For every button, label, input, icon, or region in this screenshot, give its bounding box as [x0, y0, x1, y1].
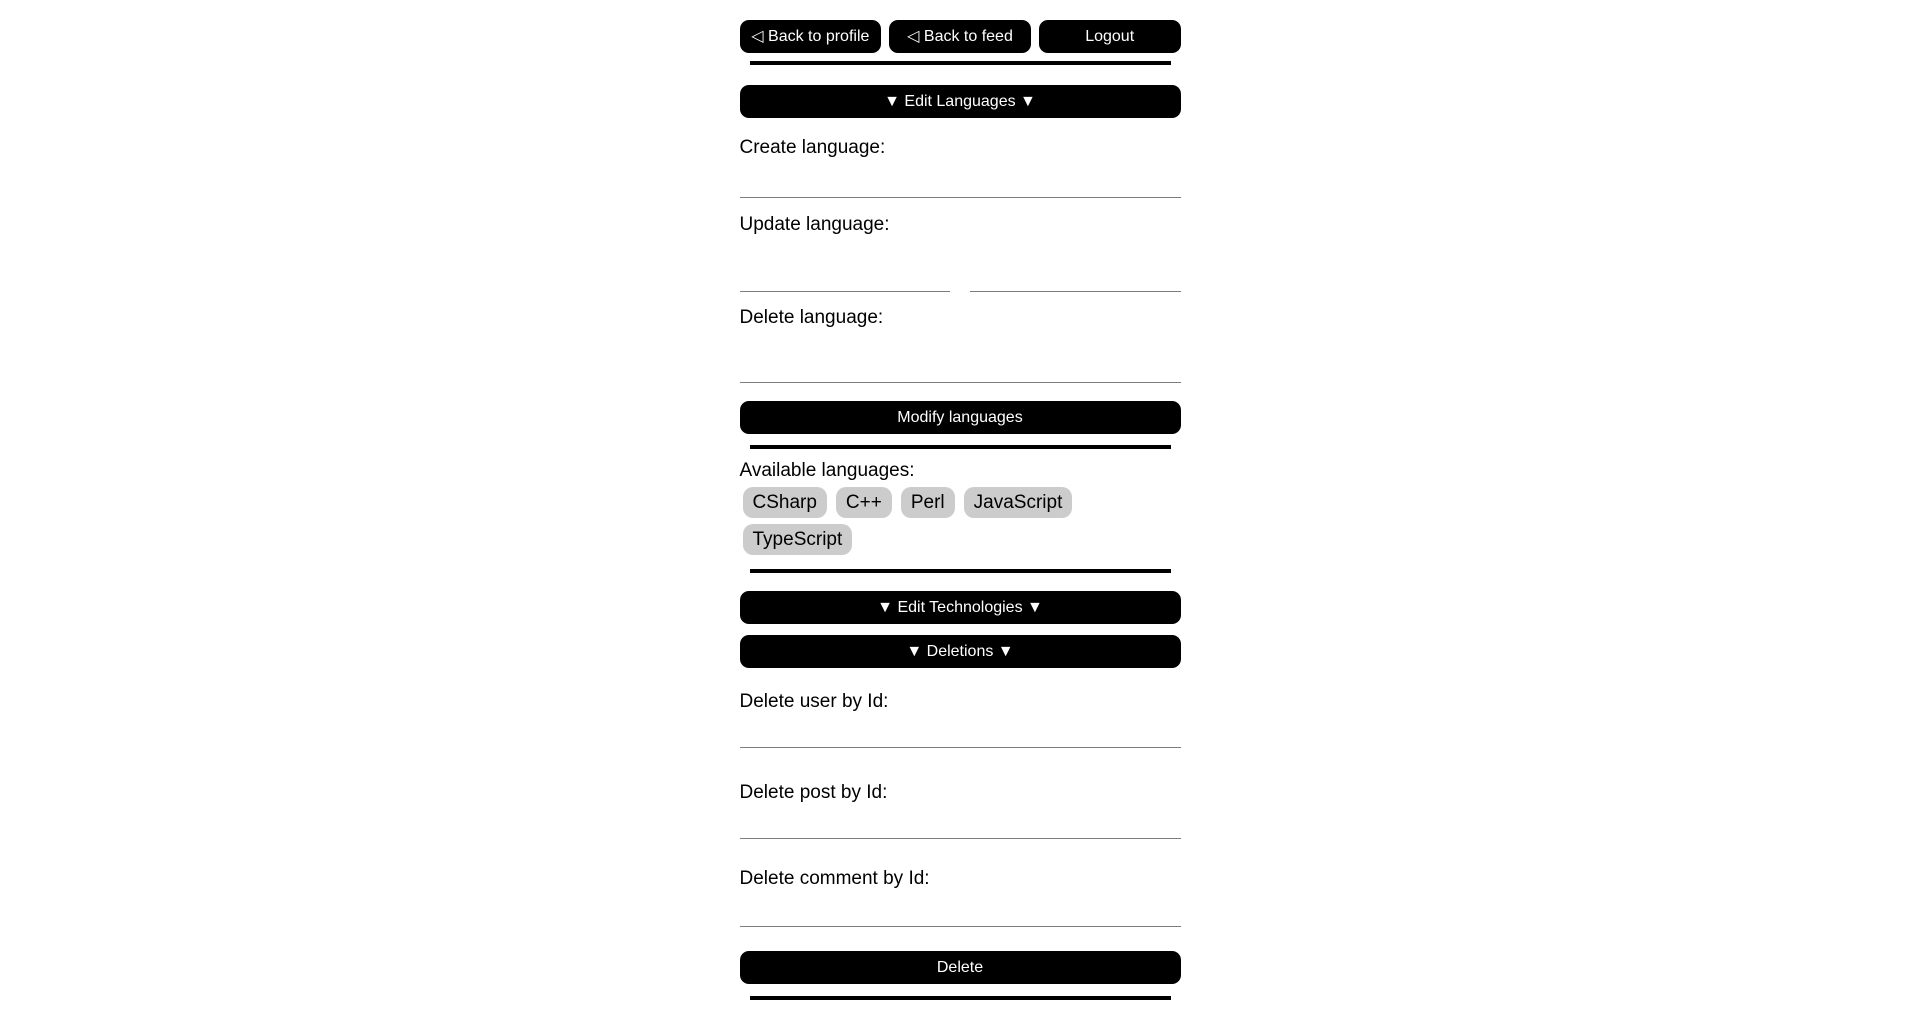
language-pill-javascript[interactable]: JavaScript — [964, 487, 1073, 518]
delete-language-input[interactable] — [740, 342, 1181, 383]
divider — [750, 569, 1171, 573]
update-language-old-input[interactable] — [740, 251, 951, 292]
delete-user-by-id-input[interactable] — [740, 713, 1181, 748]
back-to-feed-button[interactable]: ◁ Back to feed — [889, 20, 1031, 53]
delete-post-by-id-input[interactable] — [740, 804, 1181, 839]
modify-languages-button[interactable]: Modify languages — [740, 401, 1181, 434]
edit-languages-toggle[interactable]: ▼ Edit Languages ▼ — [740, 85, 1181, 118]
logout-button[interactable]: Logout — [1039, 20, 1181, 53]
delete-comment-by-id-label: Delete comment by Id: — [739, 868, 930, 889]
language-pill-cpp[interactable]: C++ — [836, 487, 892, 518]
divider — [750, 445, 1171, 449]
language-pill-typescript[interactable]: TypeScript — [743, 524, 853, 555]
create-language-input[interactable] — [740, 159, 1181, 198]
deletions-toggle[interactable]: ▼ Deletions ▼ — [740, 635, 1181, 668]
back-to-profile-button[interactable]: ◁ Back to profile — [740, 20, 882, 53]
create-language-label: Create language: — [739, 137, 886, 158]
delete-user-by-id-label: Delete user by Id: — [739, 691, 889, 712]
admin-panel — [740, 0, 1181, 1000]
available-languages-label: Available languages: — [739, 460, 915, 481]
update-language-row — [740, 251, 1181, 292]
delete-post-by-id-label: Delete post by Id: — [739, 782, 888, 803]
edit-technologies-toggle[interactable]: ▼ Edit Technologies ▼ — [740, 591, 1181, 624]
divider — [750, 996, 1171, 1000]
delete-comment-by-id-input[interactable] — [740, 890, 1181, 927]
update-language-label: Update language: — [739, 214, 890, 235]
language-pill-csharp[interactable]: CSharp — [743, 487, 827, 518]
language-pill-perl[interactable]: Perl — [901, 487, 955, 518]
top-nav — [740, 20, 1181, 53]
divider — [750, 61, 1171, 65]
available-languages-list — [740, 487, 1181, 555]
update-language-new-input[interactable] — [970, 251, 1181, 292]
delete-language-label: Delete language: — [739, 307, 884, 328]
delete-button[interactable]: Delete — [740, 951, 1181, 984]
